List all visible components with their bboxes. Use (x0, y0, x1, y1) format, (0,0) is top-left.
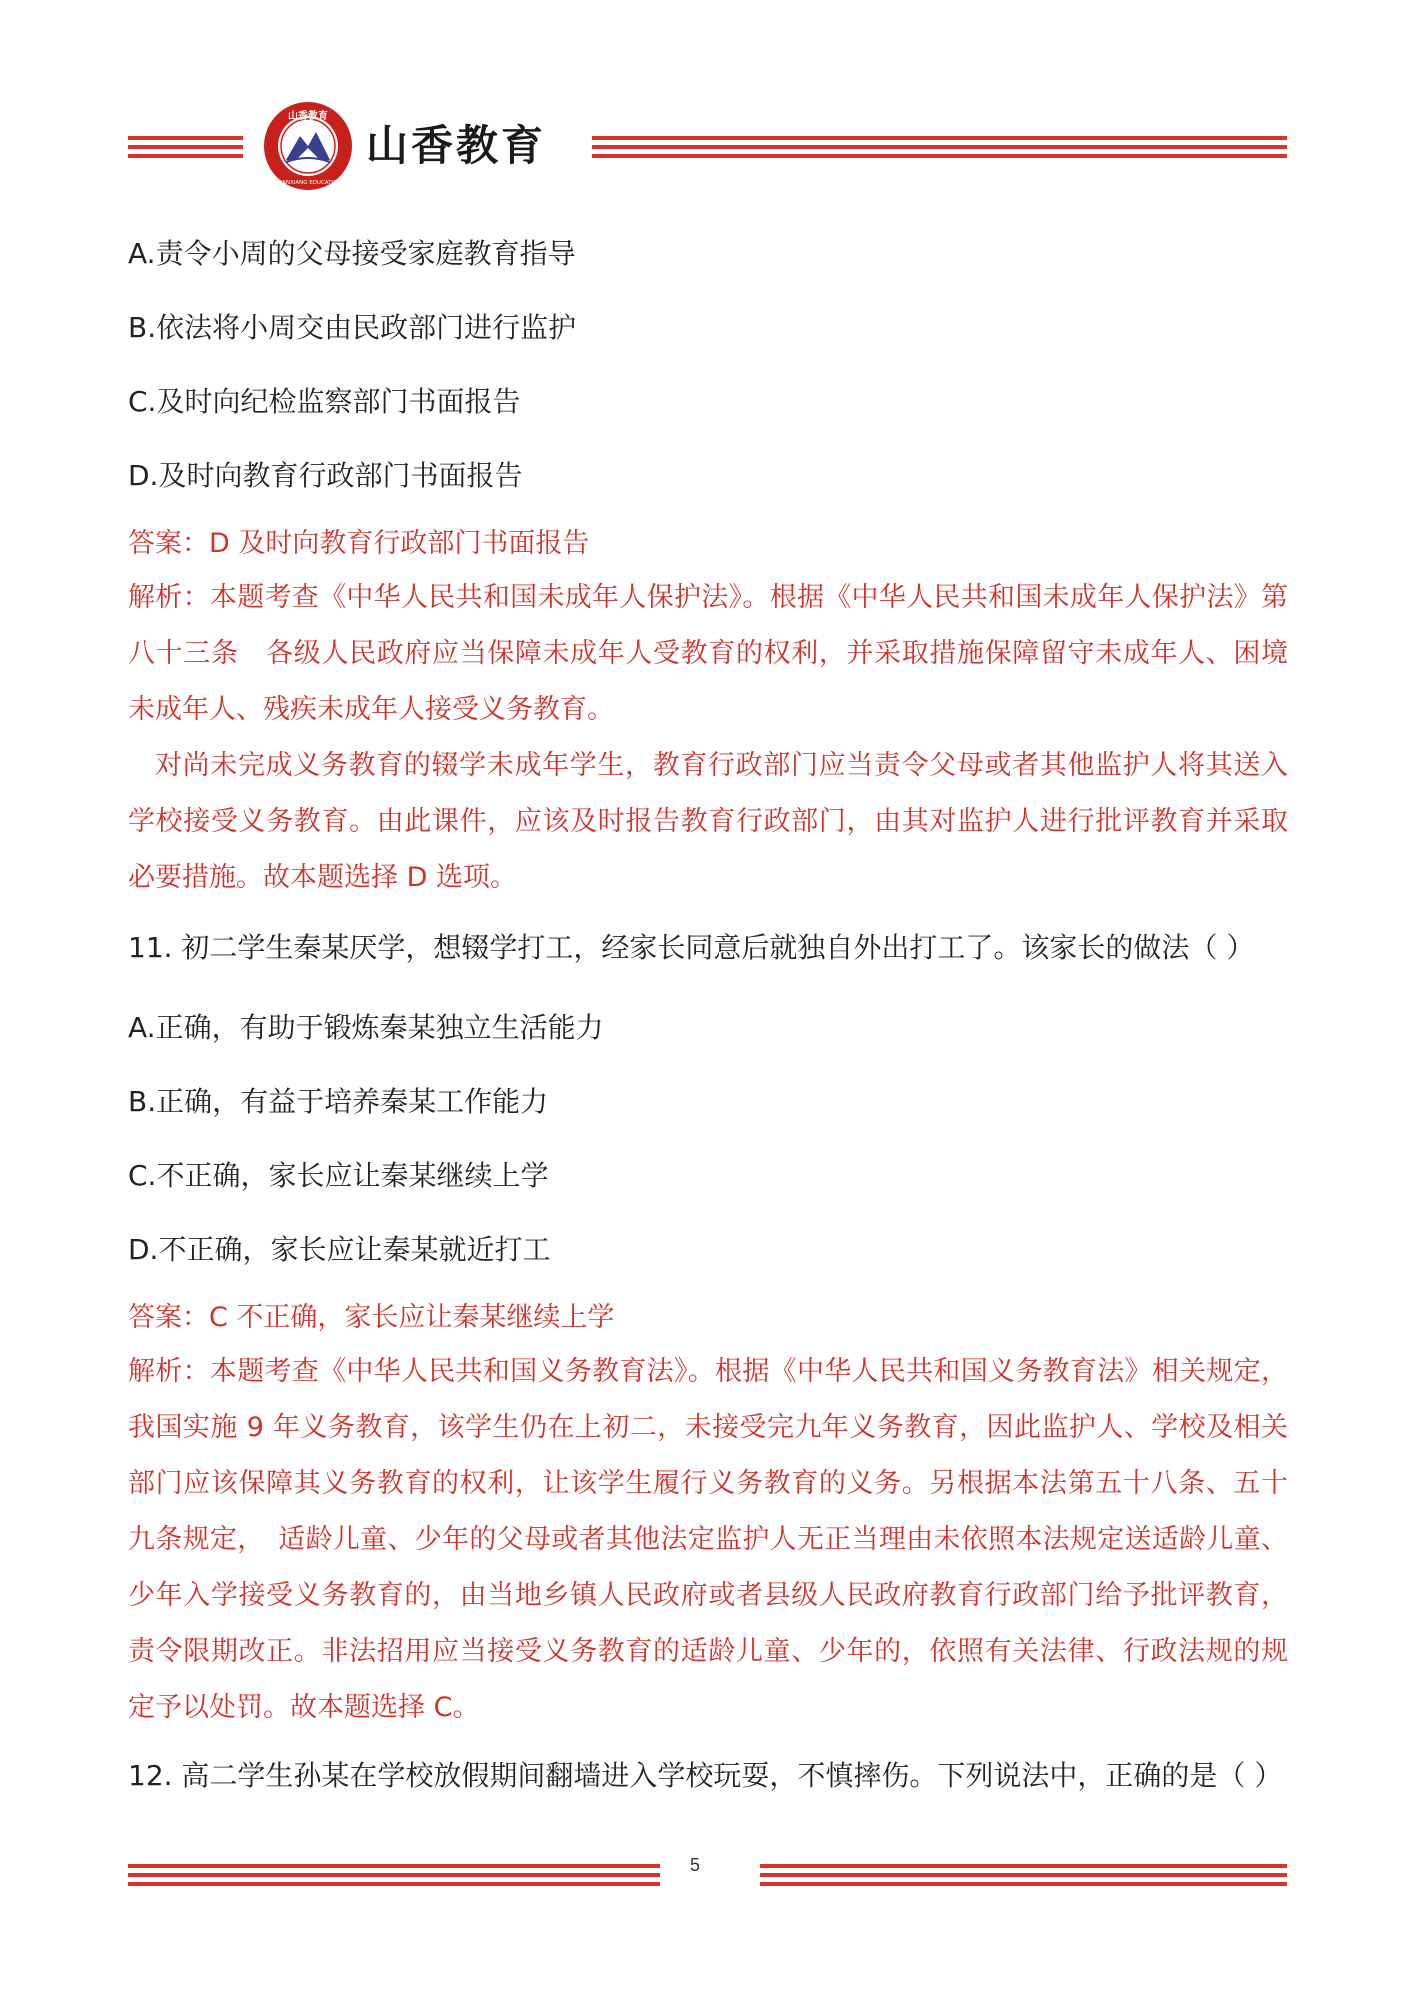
shanxiang-logo-icon (262, 100, 354, 192)
logo-top-text: 山香教育 (288, 111, 328, 122)
header-rule-right (592, 136, 1287, 158)
page-number: 5 (690, 1855, 701, 1875)
q10-analysis (128, 570, 1288, 906)
q11-analysis-p1: 解析：本题考查《中华人民共和国义务教育法》。根据《中华人民共和国义务教育法》相关规定，我国实施 9 年义务教育，该学生仍在上初二，未接受完九年义务教育，因此监护人、学校及相关部门应该保障其义务教育的权利，让该学生履行义务教育的义务。另根据本法第五十八条、五十九条规定， 适龄儿童、少年的父母或者其他法定监护人无正当理由未依照本法规定送适龄儿童、少年入学接受义务教育的，由当地乡镇人民政府或者县级人民政府教育行政部门给予批评教育，责令限期改正。非法招用应当接受义务教育的适龄儿童、少年的，依照有关法律、行政法规的规定予以处罚。故本题选择 C。 (128, 1356, 1288, 1723)
q12-question: 12. 高二学生孙某在学校放假期间翻墙进入学校玩耍，不慎摔伤。下列说法中，正确的是（ ） (128, 1759, 1283, 1792)
footer-rule-right (760, 1864, 1287, 1886)
footer-rule-left (128, 1864, 660, 1886)
q11-question: 11. 初二学生秦某厌学，想辍学打工，经家长同意后就独自外出打工了。该家长的做法（ ） (128, 931, 1255, 964)
q10-option-d: D.及时向教育行政部门书面报告 (128, 459, 523, 492)
q11-option-a: A.正确，有助于锻炼秦某独立生活能力 (128, 1011, 604, 1044)
q10-option-a: A.责令小周的父母接受家庭教育指导 (128, 237, 576, 270)
header-rule-left (128, 136, 243, 158)
q10-option-c: C.及时向纪检监察部门书面报告 (128, 385, 521, 418)
logo-bottom-text: SHANXIANG EDUCATION (274, 180, 342, 186)
q11-answer: 答案：C 不正确，家长应让秦某继续上学 (128, 1302, 615, 1333)
q11-analysis (128, 1344, 1288, 1736)
brand-title: 山香教育 (366, 121, 547, 170)
q11-option-d: D.不正确，家长应让秦某就近打工 (128, 1233, 551, 1266)
q10-analysis-p2: 对尚未完成义务教育的辍学未成年学生，教育行政部门应当责令父母或者其他监护人将其送入学校接受义务教育。由此课件，应该及时报告教育行政部门，由其对监护人进行批评教育并采取必要措施。故本题选择 D 选项。 (128, 750, 1288, 893)
q10-option-b: B.依法将小周交由民政部门进行监护 (128, 311, 577, 344)
q10-analysis-p1: 解析：本题考查《中华人民共和国未成年人保护法》。根据《中华人民共和国未成年人保护法》第八十三条 各级人民政府应当保障未成年人受教育的权利，并采取措施保障留守未成年人、困境未成年人、残疾未成年人接受义务教育。 (128, 582, 1288, 725)
q11-option-b: B.正确，有益于培养秦某工作能力 (128, 1085, 549, 1118)
q11-option-c: C.不正确，家长应让秦某继续上学 (128, 1159, 549, 1192)
q10-answer: 答案：D 及时向教育行政部门书面报告 (128, 528, 590, 559)
